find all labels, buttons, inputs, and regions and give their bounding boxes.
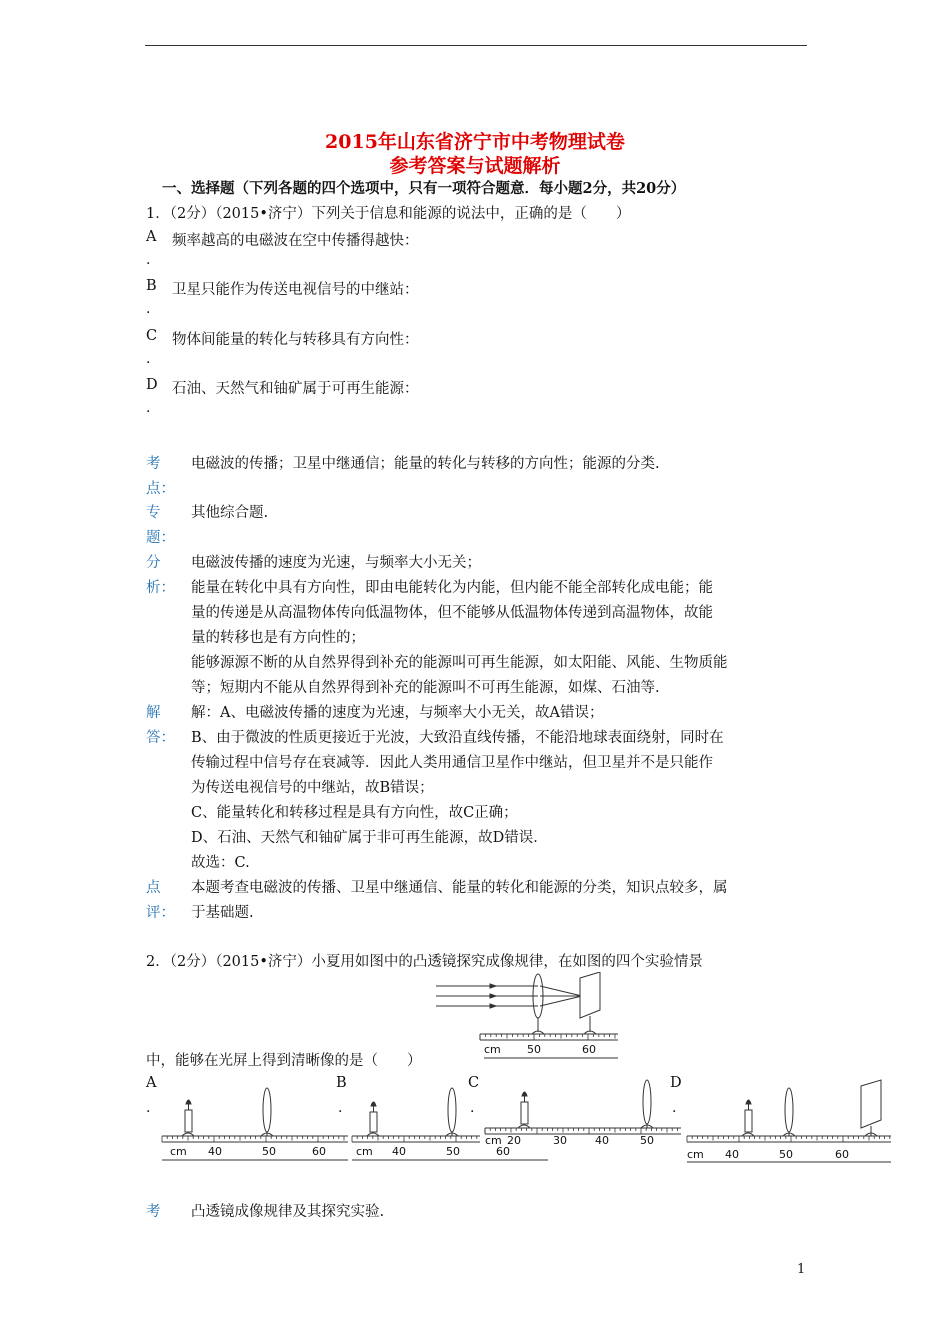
q1-fenxi-line: 能量在转化中具有方向性，即由电能转化为内能，但内能不能全部转化成电能；能: [191, 580, 713, 596]
q1-option-c-text: 物体间能量的转化与转移具有方向性：: [172, 332, 419, 348]
q1-zhuanti-label-1: 专: [146, 505, 161, 521]
q1-kaodian-label-2: 点：: [146, 481, 175, 497]
section-heading: 一、选择题（下列各题的四个选项中，只有一项符合题意．每小题2分，共20分）: [162, 180, 686, 197]
option-a-tick-label: 50: [262, 1145, 276, 1158]
q1-zhuanti-label-2: 题：: [146, 530, 175, 546]
q1-dianping-line: 本题考查电磁波的传播、卫星中继通信、能量的转化和能源的分类，知识点较多，属: [191, 880, 728, 896]
option-b-tick-label: 40: [392, 1145, 406, 1158]
q1-option-c-letter: C: [146, 328, 158, 344]
q1-option-d-dot: .: [146, 400, 151, 416]
header-rule: [145, 45, 807, 46]
q1-dianping-label-2: 评：: [146, 905, 175, 921]
option-d-unit: cm: [687, 1148, 704, 1161]
q1-fenxi-label-1: 分: [146, 555, 161, 571]
q2-main-figure: [430, 972, 620, 1066]
q2-option-a-letter: A: [146, 1075, 157, 1091]
q1-stem: 1．（2分）（2015•济宁）下列关于信息和能源的说法中，正确的是（ ）: [146, 206, 631, 222]
q1-fenxi-label-2: 析：: [146, 580, 175, 596]
q1-jieda-label-2: 答：: [146, 730, 175, 746]
q1-option-d-text: 石油、天然气和铀矿属于可再生能源：: [172, 381, 419, 397]
q1-dianping-label-1: 点: [146, 880, 161, 896]
q2-stem-line-2: 中，能够在光屏上得到清晰像的是（ ）: [146, 1053, 422, 1069]
q1-jieda-line: B、由于微波的性质更接近于光波，大致沿直线传播，不能沿地球表面绕射，同时在: [191, 730, 724, 746]
option-a-unit: cm: [170, 1145, 187, 1158]
q1-option-a-dot: .: [146, 252, 151, 268]
option-b-unit: cm: [356, 1145, 373, 1158]
q1-dianping-line: 于基础题.: [191, 905, 254, 921]
main-figure-unit: cm: [484, 1043, 501, 1056]
q1-option-a-letter: A: [146, 229, 157, 245]
option-d-tick-label: 50: [779, 1148, 793, 1161]
option-d-tick-label: 40: [725, 1148, 739, 1161]
page-title: 2015年山东省济宁市中考物理试卷: [325, 131, 625, 153]
page-subtitle: 参考答案与试题解析: [389, 155, 561, 177]
q2-option-a-dot: .: [146, 1100, 151, 1116]
q1-fenxi-line: 等；短期内不能从自然界得到补充的能源叫不可再生能源，如煤、石油等.: [191, 680, 660, 696]
q2-option-a-figure: [160, 1080, 350, 1166]
q1-kaodian-label-1: 考: [146, 456, 161, 472]
q1-option-a-text: 频率越高的电磁波在空中传播得越快：: [172, 233, 419, 249]
option-c-tick-label: 30: [553, 1134, 567, 1146]
q1-kaodian-text: 电磁波的传播；卫星中继通信；能量的转化与转移的方向性；能源的分类.: [191, 456, 660, 472]
q1-jieda-line: 传输过程中信号存在衰减等．因此人类用通信卫星作中继站，但卫星并不是只能作: [191, 755, 713, 771]
q1-option-b-letter: B: [146, 278, 157, 294]
q2-option-c-figure: [483, 1074, 683, 1150]
q2-option-d-figure: [685, 1074, 893, 1170]
option-d-tick-label: 60: [835, 1148, 849, 1161]
q1-fenxi-line: 量的转移也是有方向性的；: [191, 630, 365, 646]
option-c-unit: cm: [485, 1134, 502, 1146]
q1-option-c-dot: .: [146, 351, 151, 367]
q1-jieda-line: 为传送电视信号的中继站，故B错误；: [191, 780, 434, 796]
q2-option-b-letter: B: [336, 1075, 347, 1091]
q2-option-d-dot: .: [672, 1100, 677, 1116]
option-c-tick-label: 40: [595, 1134, 609, 1146]
option-c-tick-label: 20: [507, 1134, 521, 1146]
page-number: 1: [797, 1262, 806, 1277]
option-a-tick-label: 60: [312, 1145, 326, 1158]
q2-option-c-dot: .: [470, 1100, 475, 1116]
q2-stem-line-1: 2．（2分）（2015•济宁）小夏用如图中的凸透镜探究成像规律，在如图的四个实验情景: [146, 954, 703, 970]
q2-kaodian-label-1: 考: [146, 1204, 161, 1220]
q1-jieda-line: 故选：C.: [191, 855, 250, 871]
q1-jieda-line: C、能量转化和转移过程是具有方向性，故C正确；: [191, 805, 518, 821]
q1-option-b-text: 卫星只能作为传送电视信号的中继站：: [172, 282, 419, 298]
main-figure-tick-label: 60: [582, 1043, 596, 1056]
q1-fenxi-line: 电磁波传播的速度为光速，与频率大小无关；: [191, 555, 481, 571]
option-b-tick-label: 60: [496, 1145, 510, 1158]
q1-option-d-letter: D: [146, 377, 158, 393]
q1-jieda-label-1: 解: [146, 705, 161, 721]
option-c-tick-label: 50: [640, 1134, 654, 1146]
q2-option-b-dot: .: [338, 1100, 343, 1116]
option-b-tick-label: 50: [446, 1145, 460, 1158]
q1-jieda-line: 解：A、电磁波传播的速度为光速，与频率大小无关，故A错误；: [191, 705, 604, 721]
q1-zhuanti-text: 其他综合题.: [191, 505, 269, 521]
q2-option-c-letter: C: [468, 1075, 480, 1091]
q1-option-b-dot: .: [146, 301, 151, 317]
q2-kaodian-text: 凸透镜成像规律及其探究实验.: [191, 1204, 385, 1220]
q1-jieda-line: D、石油、天然气和铀矿属于非可再生能源，故D错误．: [191, 830, 548, 846]
q2-option-d-letter: D: [670, 1075, 682, 1091]
q1-fenxi-line: 能够源源不断的从自然界得到补充的能源叫可再生能源，如太阳能、风能、生物质能: [191, 655, 728, 671]
main-figure-tick-label: 50: [527, 1043, 541, 1056]
q1-fenxi-line: 量的传递是从高温物体传向低温物体，但不能够从低温物体传递到高温物体，故能: [191, 605, 713, 621]
option-a-tick-label: 40: [208, 1145, 222, 1158]
